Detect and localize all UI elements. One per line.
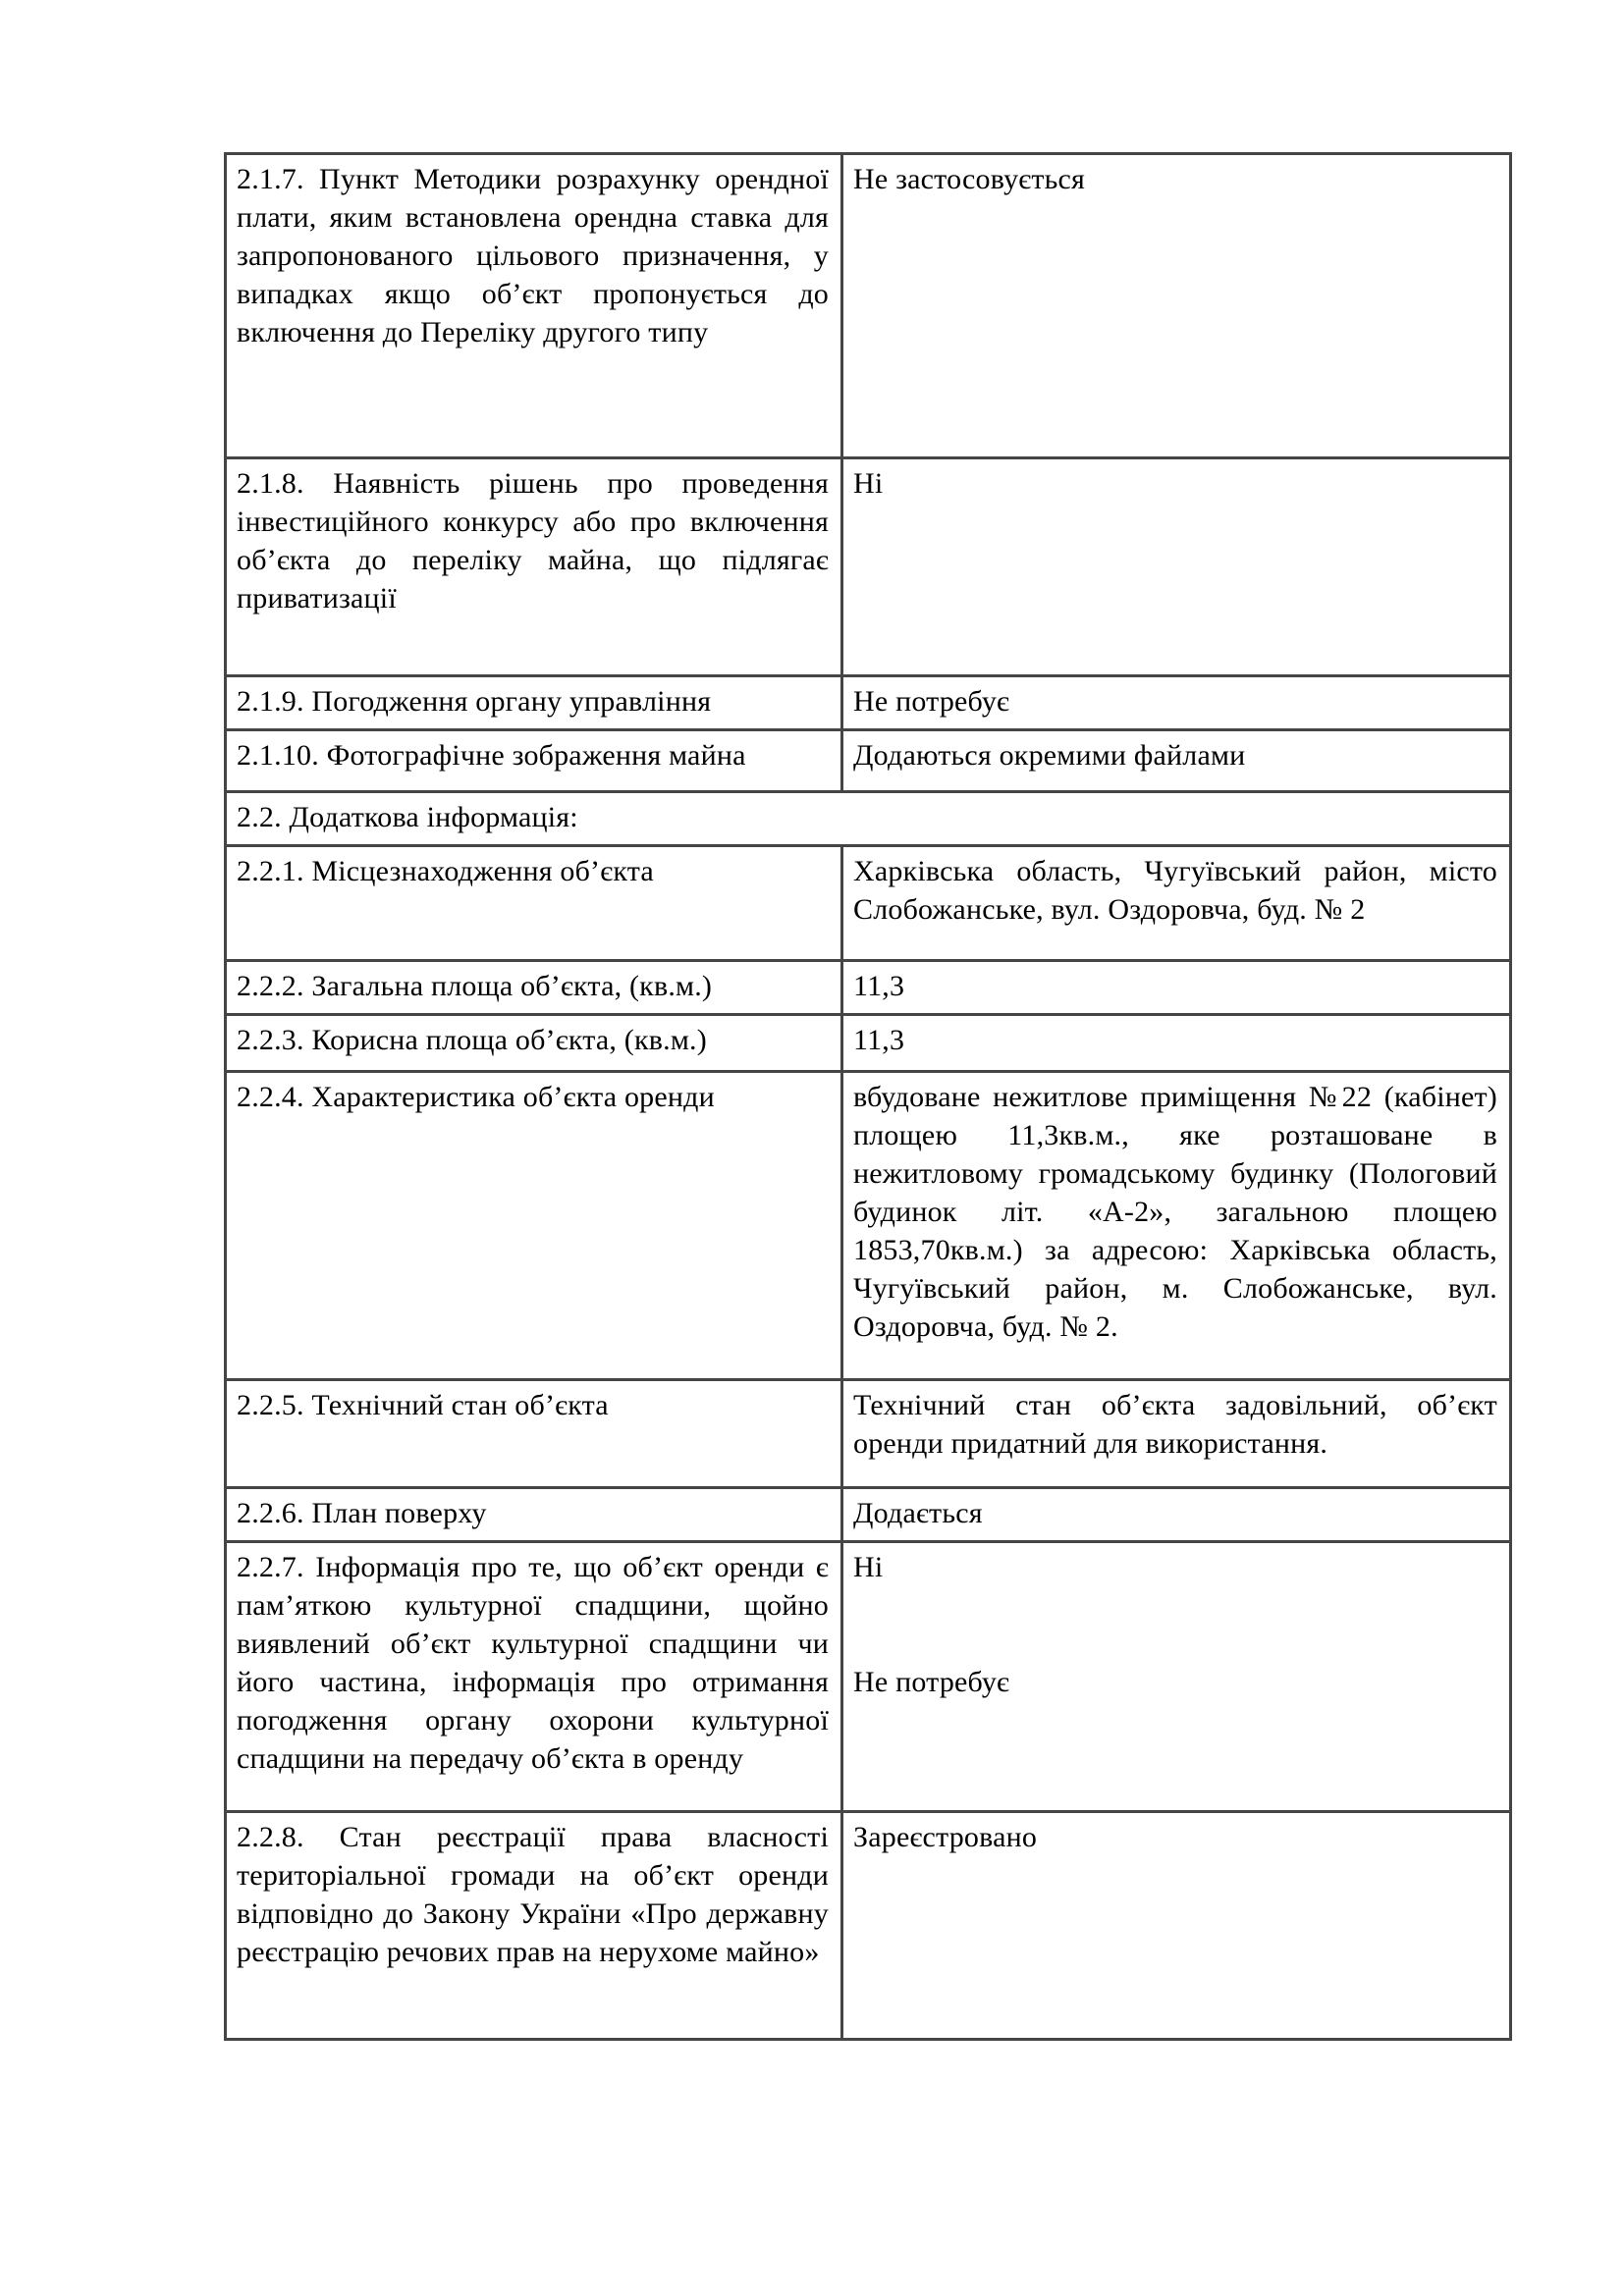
table-row [227,1381,1509,1489]
row-label: 2.2.5. Технічний стан об’єкта [227,1381,843,1486]
table-row [227,847,1509,962]
row-value: 11,3 [853,970,905,1002]
row-label: 2.2.2. Загальна площа об’єкта, (кв.м.) [227,962,843,1013]
row-value: Ні [853,467,884,500]
row-label: 2.2.8. Стан реєстрації права власності територіальної громади на об’єкт оренди відповідно до Закону України «Про державну реєстрацію речових прав на нерухоме майно» [227,1813,843,2038]
row-value-paragraph-1: Ні [853,1551,884,1583]
row-label: 2.2.3. Корисна площа об’єкта, (кв.м.) [227,1016,843,1070]
table-row [227,1813,1509,2038]
row-value: Не застосовується [853,163,1086,195]
row-label: 2.2.1. Місцезнаходження об’єкта [227,847,843,959]
row-label: 2.1.9. Погодження органу управління [227,677,843,728]
table-row [227,1016,1509,1073]
row-label: 2.1.8. Наявність рішень про проведення інвестиційного конкурсу або про включення об’єкта до переліку майна, що підлягає приватизації [227,459,843,674]
row-value: Додаються окремими файлами [853,739,1246,772]
row-value: Харківська область, Чугуївський район, місто Слобожанське, вул. Оздоровча, буд. № 2 [853,855,1497,926]
row-value: Додається [853,1497,983,1529]
table-row [227,731,1509,793]
row-label: 2.1.7. Пункт Методики розрахунку орендної плати, яким встановлена орендна ставка для запропонованого цільового призначення, у випадках якщо об’єкт пропонується до включення до Переліку другого типу [227,155,843,456]
row-label: 2.2.7. Інформація про те, що об’єкт оренди є пам’яткою культурної спадщини, щойно виявлений об’єкт культурної спадщини чи його частина, інформація про отримання погодження органу охорони культурної спадщини на передачу об’єкта в оренду [227,1543,843,1810]
table-row [227,962,1509,1016]
row-value-paragraph-2: Не потребує [853,1666,1010,1698]
table-row [227,1073,1509,1381]
table-row [227,459,1509,677]
row-value [843,1543,1509,1810]
table-row [227,1543,1509,1813]
row-label: 2.1.10. Фотографічне зображення майна [227,731,843,790]
row-label: 2.2.4. Характеристика об’єкта оренди [227,1073,843,1378]
table-row [227,1489,1509,1543]
section-row [227,793,1509,847]
lease-object-info-table [224,152,1512,2041]
row-value: 11,3 [853,1024,905,1056]
row-label: 2.2.6. План поверху [227,1489,843,1540]
row-value: Не потребує [853,685,1010,718]
table-row [227,677,1509,731]
table-row [227,155,1509,459]
row-value: Технічний стан об’єкта задовільний, об’єкт оренди придатний для використання. [853,1389,1497,1460]
row-value: вбудоване нежитлове приміщення №22 (кабінет) площею 11,3кв.м., яке розташоване в нежитловому громадському будинку (Пологовий будинок літ. «А-2», загальною площею 1853,70кв.м.) за адресою: Харківська область, Чугуївський район, м. Слобожанське, вул. Оздоровча, буд. № 2. [853,1081,1497,1343]
row-value: Зареєстровано [853,1821,1038,1853]
section-title: 2.2. Додаткова інформація: [237,801,578,833]
